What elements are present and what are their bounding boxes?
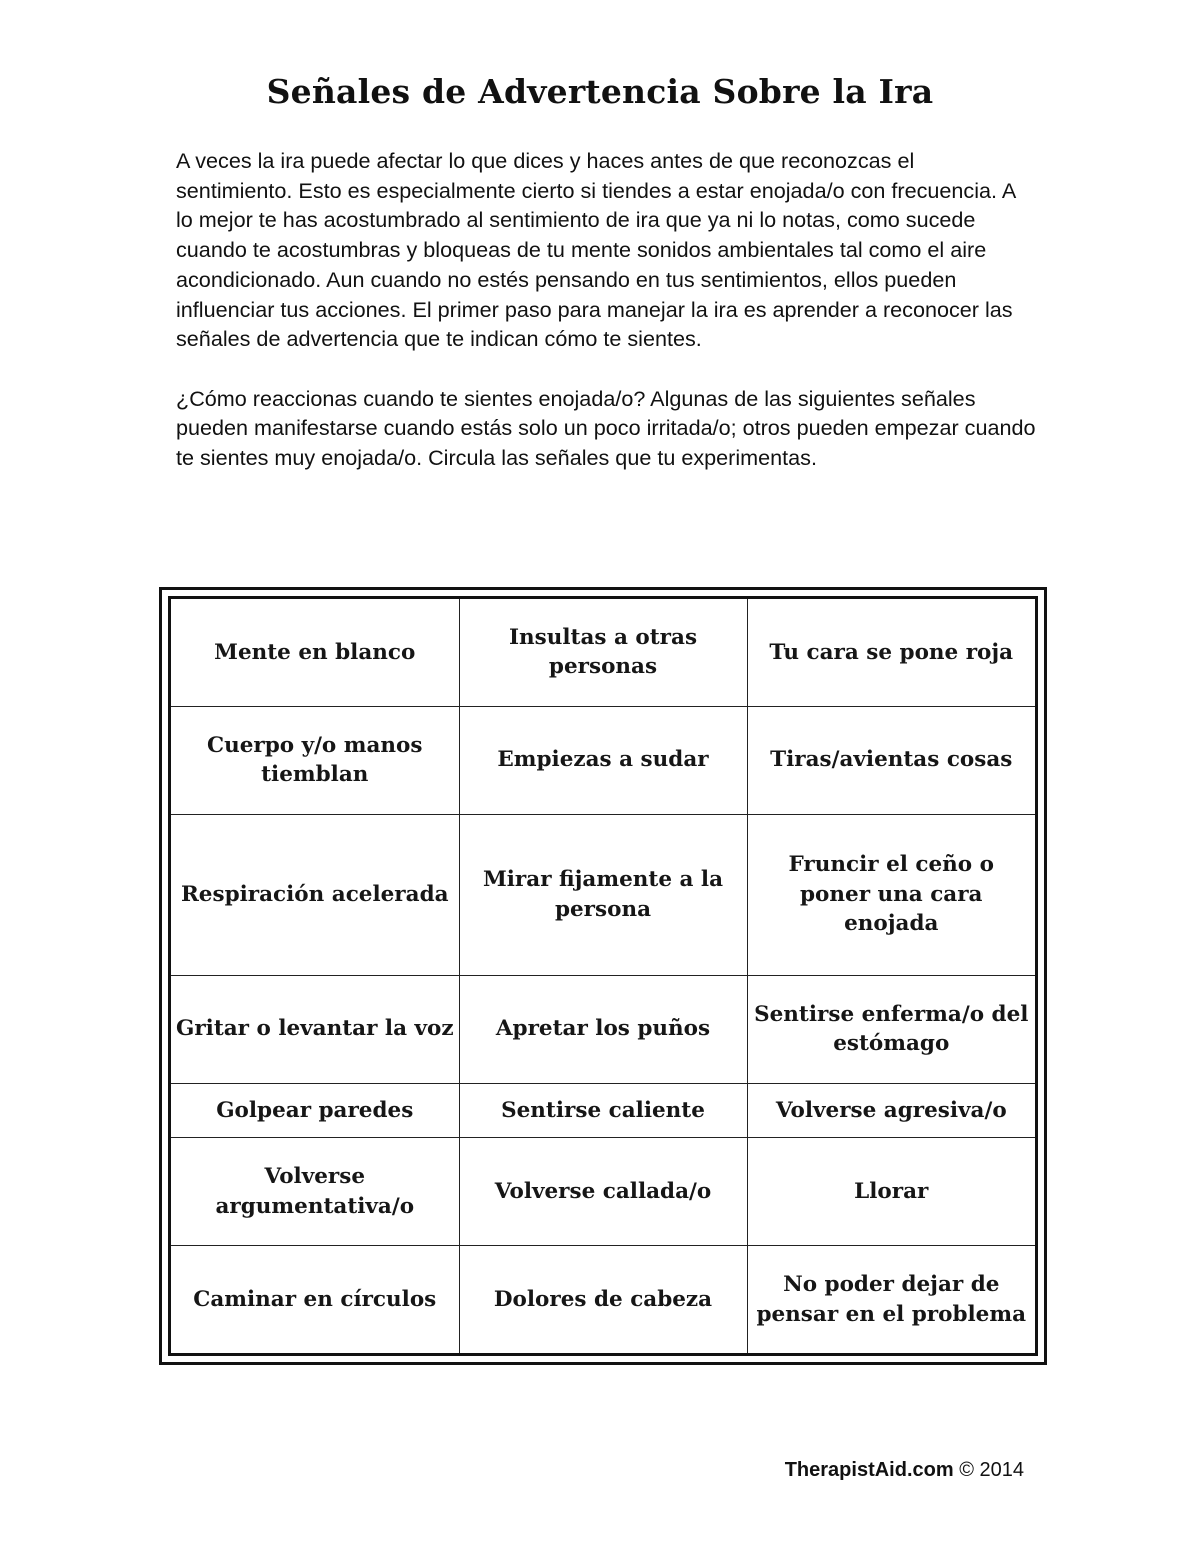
footer-credit bbox=[785, 1459, 1024, 1482]
sign-cell[interactable]: Llorar bbox=[747, 1138, 1035, 1246]
sign-cell[interactable]: Volverse agresiva/o bbox=[747, 1083, 1035, 1138]
table-row bbox=[171, 814, 1035, 975]
sign-cell[interactable]: No poder dejar de pensar en el problema bbox=[747, 1246, 1035, 1353]
intro-paragraph-2: ¿Cómo reaccionas cuando te sientes enojada/o? Algunas de las siguientes señales pueden manifestarse cuando estás solo un poco irritada/o; otros pueden empezar cuando te sientes muy enojada/o. Circula las señales que tu experimentas. bbox=[176, 385, 1036, 471]
sign-cell[interactable]: Apretar los puños bbox=[459, 975, 747, 1083]
intro-text bbox=[176, 146, 1036, 473]
sign-cell[interactable]: Tiras/avientas cosas bbox=[747, 706, 1035, 814]
sign-cell[interactable]: Volverse argumentativa/o bbox=[171, 1138, 459, 1246]
sign-cell[interactable]: Sentirse caliente bbox=[459, 1083, 747, 1138]
sign-cell[interactable]: Volverse callada/o bbox=[459, 1138, 747, 1246]
table-row bbox=[171, 1138, 1035, 1246]
table-row bbox=[171, 1246, 1035, 1353]
sign-cell[interactable]: Empiezas a sudar bbox=[459, 706, 747, 814]
footer-copyright: © 2014 bbox=[959, 1459, 1024, 1481]
sign-cell[interactable]: Cuerpo y/o manos tiemblan bbox=[171, 706, 459, 814]
sign-cell[interactable]: Fruncir el ceño o poner una cara enojada bbox=[747, 814, 1035, 975]
intro-paragraph-1: A veces la ira puede afectar lo que dices y haces antes de que reconozcas el sentimiento. Esto es especialmente cierto si tiendes a estar enojada/o con frecuencia. A lo mejor te has acostumbrado al sentimiento de ira que ya ni lo notas, como sucede cuando te acostumbras y bloqueas de tu mente sonidos ambientales tal como el aire acondicionado. Aun cuando no estés pensando en tus sentimientos, ellos pueden influenciar tus acciones. El primer paso para manejar la ira es aprender a reconocer las señales de advertencia que te indican cómo te sientes. bbox=[176, 148, 1016, 352]
sign-cell[interactable]: Gritar o levantar la voz bbox=[171, 975, 459, 1083]
sign-cell[interactable]: Mente en blanco bbox=[171, 599, 459, 706]
warning-signs-frame bbox=[159, 587, 1047, 1365]
sign-cell[interactable]: Dolores de cabeza bbox=[459, 1246, 747, 1353]
table-row bbox=[171, 975, 1035, 1083]
table-row bbox=[171, 1083, 1035, 1138]
footer-brand: TherapistAid.com bbox=[784, 1459, 954, 1481]
warning-signs-inner-border bbox=[168, 596, 1038, 1356]
page-title: Señales de Advertencia Sobre la Ira bbox=[266, 72, 934, 111]
sign-cell[interactable]: Sentirse enferma/o del estómago bbox=[747, 975, 1035, 1083]
sign-cell[interactable]: Tu cara se pone roja bbox=[747, 599, 1035, 706]
sign-cell[interactable]: Insultas a otras personas bbox=[459, 599, 747, 706]
sign-cell[interactable]: Mirar fijamente a la persona bbox=[459, 814, 747, 975]
sign-cell[interactable]: Golpear paredes bbox=[171, 1083, 459, 1138]
sign-cell[interactable]: Respiración acelerada bbox=[171, 814, 459, 975]
sign-cell[interactable]: Caminar en círculos bbox=[171, 1246, 459, 1353]
table-row bbox=[171, 706, 1035, 814]
table-row bbox=[171, 599, 1035, 706]
warning-signs-table bbox=[171, 599, 1035, 1353]
